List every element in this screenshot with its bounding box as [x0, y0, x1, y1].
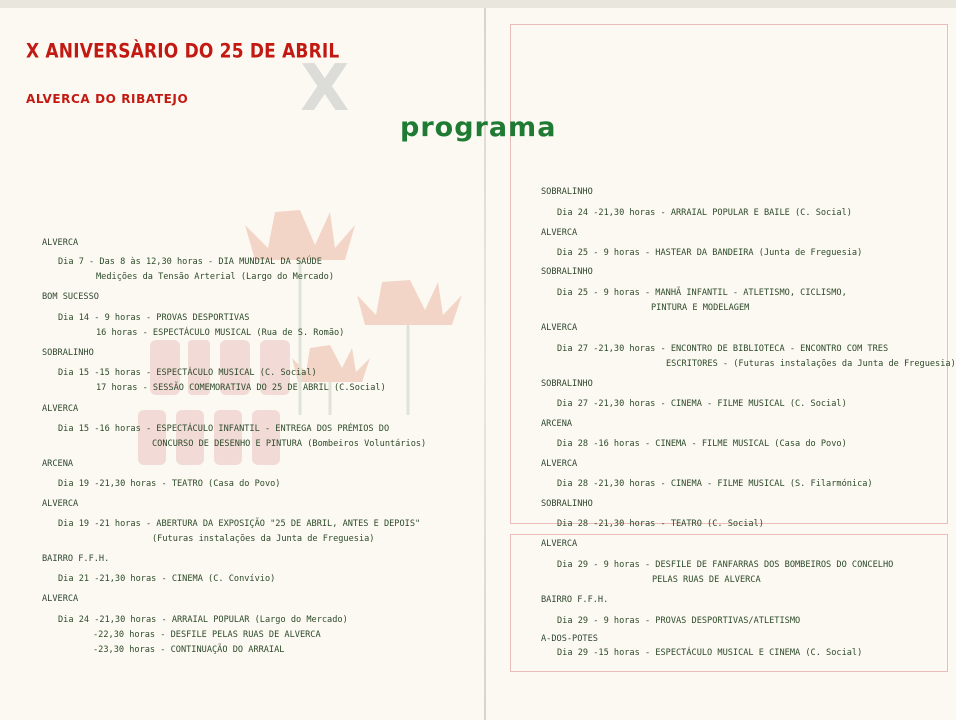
program-entry: CONCURSO DE DESENHO E PINTURA (Bombeiros Voluntários) — [152, 439, 427, 449]
location-heading: ALVERCA — [42, 499, 79, 509]
program-entry: Dia 27 -21,30 horas - CINEMA - FILME MUSICAL (C. Social) — [557, 399, 847, 409]
location-heading: ALVERCA — [42, 594, 79, 604]
location-heading: BAIRRO F.F.H. — [42, 554, 110, 564]
program-entry: Dia 19 -21,30 horas - TEATRO (Casa do Povo) — [58, 479, 281, 489]
ghost-numeral: X — [300, 52, 350, 126]
location-heading: ALVERCA — [42, 404, 79, 414]
location-heading: ARCENA — [42, 459, 74, 469]
location-heading: SOBRALINHO — [541, 499, 593, 509]
location-heading: A-DOS-POTES — [541, 634, 598, 644]
program-entry: Dia 7 - Das 8 às 12,30 horas - DIA MUNDIAL DA SAÚDE — [58, 257, 322, 267]
ghost-25-abril-letters — [100, 330, 300, 480]
location-heading: ARCENA — [541, 419, 573, 429]
program-entry: Dia 24 -21,30 horas - ARRAIAL POPULAR E BAILE (C. Social) — [557, 208, 852, 218]
town-subtitle: ALVERCA DO RIBATEJO — [26, 92, 189, 106]
anniversary-title: X ANIVERSÀRIO DO 25 DE ABRIL — [26, 40, 340, 63]
location-heading: ALVERCA — [541, 459, 578, 469]
program-entry: Dia 28 -21,30 horas - TEATRO (C. Social) — [557, 519, 764, 529]
program-entry: 17 horas - SESSÃO COMEMORATIVA DO 25 DE ABRIL (C.Social) — [96, 383, 386, 393]
program-entry: Medições da Tensão Arterial (Largo do Mercado) — [96, 272, 334, 282]
program-entry: Dia 24 -21,30 horas - ARRAIAL POPULAR (Largo do Mercado) — [58, 615, 348, 625]
location-heading: ALVERCA — [541, 228, 578, 238]
programa-heading: programa — [400, 112, 557, 143]
program-entry: PINTURA E MODELAGEM — [651, 303, 750, 313]
program-entry: Dia 19 -21 horas - ABERTURA DA EXPOSIÇÃO "25 DE ABRIL, ANTES E DEPOIS" — [58, 519, 421, 529]
location-heading: SOBRALINHO — [541, 379, 593, 389]
program-entry: Dia 27 -21,30 horas - ENCONTRO DE BIBLIOTECA - ENCONTRO COM TRES — [557, 344, 889, 354]
program-entry: 16 horas - ESPECTÁCULO MUSICAL (Rua de S. Romão) — [96, 328, 345, 338]
program-entry: Dia 14 - 9 horas - PROVAS DESPORTIVAS — [58, 313, 250, 323]
program-entry: PELAS RUAS DE ALVERCA — [652, 575, 761, 585]
program-entry: Dia 29 - 9 horas - DESFILE DE FANFARRAS DOS BOMBEIROS DO CONCELHO — [557, 560, 894, 570]
program-entry: Dia 25 - 9 horas - MANHÃ INFANTIL - ATLETISMO, CICLISMO, — [557, 288, 847, 298]
location-heading: ALVERCA — [42, 238, 79, 248]
program-entry: Dia 28 -21,30 horas - CINEMA - FILME MUSICAL (S. Filarmónica) — [557, 479, 873, 489]
program-entry: Dia 15 -15 horas - ESPECTÁCULO MUSICAL (C. Social) — [58, 368, 317, 378]
location-heading: SOBRALINHO — [541, 267, 593, 277]
location-heading: ALVERCA — [541, 323, 578, 333]
program-entry: Dia 29 - 9 horas - PROVAS DESPORTIVAS/ATLETISMO — [557, 616, 801, 626]
program-entry: ESCRITORES - (Futuras instalações da Junta de Freguesia) — [666, 359, 956, 369]
program-entry: -22,30 horas - DESFILE PELAS RUAS DE ALVERCA — [93, 630, 321, 640]
location-heading: BAIRRO F.F.H. — [541, 595, 609, 605]
location-heading: ALVERCA — [541, 539, 578, 549]
program-entry: Dia 21 -21,30 horas - CINEMA (C. Convívio) — [58, 574, 276, 584]
location-heading: BOM SUCESSO — [42, 292, 99, 302]
location-heading: SOBRALINHO — [541, 187, 593, 197]
program-entry: -23,30 horas - CONTINUAÇÃO DO ARRAIAL — [93, 645, 285, 655]
program-entry: Dia 29 -15 horas - ESPECTÁCULO MUSICAL E CINEMA (C. Social) — [557, 648, 863, 658]
program-entry: Dia 15 -16 horas - ESPECTÁCULO INFANTIL - ENTREGA DOS PRÉMIOS DO — [58, 424, 390, 434]
location-heading: SOBRALINHO — [42, 348, 94, 358]
program-entry: Dia 28 -16 horas - CINEMA - FILME MUSICAL (Casa do Povo) — [557, 439, 847, 449]
program-entry: (Futuras instalações da Junta de Freguesia) — [152, 534, 375, 544]
program-entry: Dia 25 - 9 horas - HASTEAR DA BANDEIRA (Junta de Freguesia) — [557, 248, 863, 258]
